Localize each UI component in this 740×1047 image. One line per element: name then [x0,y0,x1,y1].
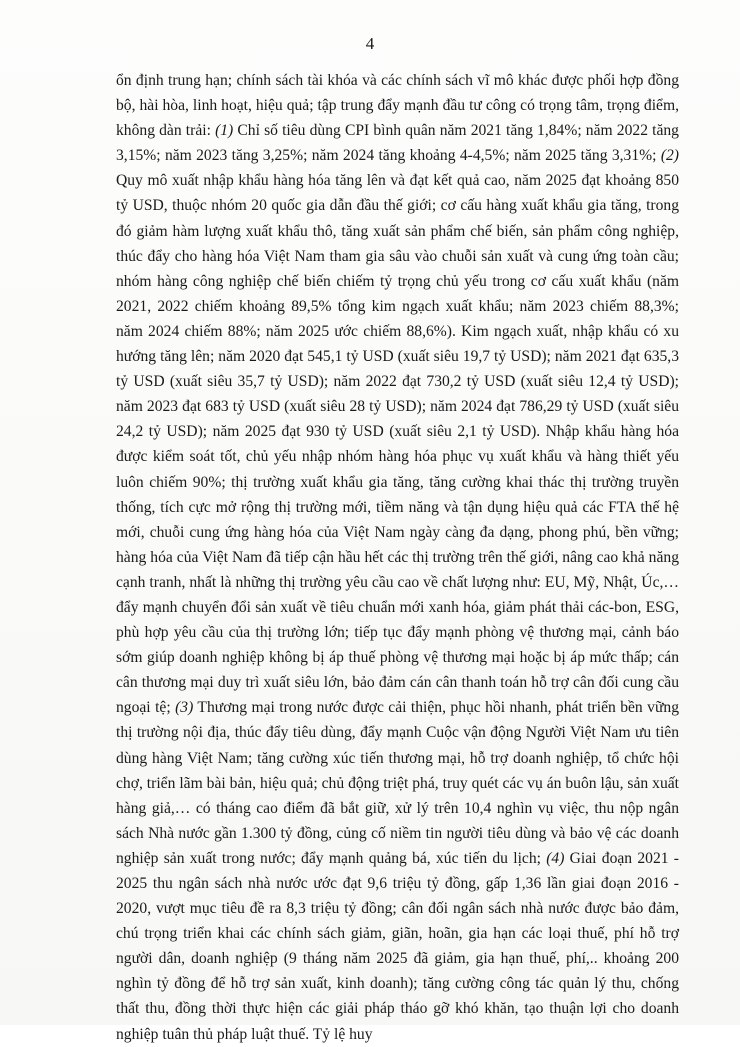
body-paragraph [116,68,679,1047]
list-marker: (1) [215,122,234,140]
text-run: Quy mô xuất nhập khẩu hàng hóa tăng lên và đạt kết quả cao, năm 2025 đạt khoảng 850 tỷ USD, thuộc nhóm 20 quốc gia dẫn đầu thế giới; cơ cấu hàng xuất khẩu gia tăng, trong đó giảm hàm lượng xuất khẩu thô, tăng xuất sản phẩm chế biến, sản phẩm công nghiệp, thúc đẩy cho hàng hóa Việt Nam tham gia sâu vào chuỗi sản xuất và cung ứng toàn cầu; nhóm hàng công nghiệp chế biến chiếm tỷ trọng chủ yếu trong cơ cấu xuất khẩu (năm 2021, 2022 chiếm khoảng 89,5% tổng kim ngạch xuất khẩu; năm 2023 chiếm 88,3%; năm 2024 chiếm 88%; năm 2025 ước chiếm 88,6%). Kim ngạch xuất, nhập khẩu có xu hướng tăng lên; năm 2020 đạt 545,1 tỷ USD (xuất siêu 19,7 tỷ USD); năm 2021 đạt 635,3 tỷ USD (xuất siêu 35,7 tỷ USD); năm 2022 đạt 730,2 tỷ USD (xuất siêu 12,4 tỷ USD); năm 2023 đạt 683 tỷ USD (xuất siêu 28 tỷ USD); năm 2024 đạt 786,29 tỷ USD (xuất siêu 24,2 tỷ USD); năm 2025 đạt 930 tỷ USD (xuất siêu 2,1 tỷ USD). Nhập khẩu hàng hóa được kiểm soát tốt, chủ yếu nhập nhóm hàng hóa phục vụ xuất khẩu và hàng thiết yếu luôn chiếm 90%; thị trường xuất khẩu gia tăng, tăng cường khai thác thị trường truyền thống, tích cực mở rộng thị trường mới, tiềm năng và tận dụng hiệu quả các FTA thế hệ mới, chuỗi cung ứng hàng hóa của Việt Nam ngày càng đa dạng, phong phú, bền vững; hàng hóa của Việt Nam đã tiếp cận hầu hết các thị trường trên thế giới, nâng cao khả năng cạnh tranh, nhất là những thị trường yêu cầu cao về chất lượng như: EU, Mỹ, Nhật, Úc,… đẩy mạnh chuyển đổi sản xuất về tiêu chuẩn mới xanh hóa, giảm phát thải các-bon, ESG, phù hợp yêu cầu của thị trường lớn; tiếp tục đẩy mạnh phòng vệ thương mại, cảnh báo sớm giúp doanh nghiệp không bị áp thuế phòng vệ thương mại hoặc bị áp mức thấp; cán cân thương mại duy trì xuất siêu lớn, bảo đảm cán cân thanh toán hỗ trợ cân đối cung cầu ngoại tệ; [116,172,679,717]
list-marker: (3) [175,699,194,717]
list-marker: (4) [546,849,565,867]
page-number: 4 [365,34,375,53]
text-run: Chỉ số tiêu dùng CPI bình quân năm 2021 tăng 1,84%; năm 2022 tăng 3,15%; năm 2023 tăng 3,25%; năm 2024 tăng khoảng 4-4,5%; năm 2025 tăng 3,31%; [116,122,679,165]
text-run: Thương mại trong nước được cải thiện, phục hồi nhanh, phát triển bền vững thị trường nội địa, thúc đẩy tiêu dùng, đẩy mạnh Cuộc vận động Người Việt Nam ưu tiên dùng hàng Việt Nam; tăng cường xúc tiến thương mại, hỗ trợ doanh nghiệp, tổ chức hội chợ, triển lãm bài bản, hiệu quả; chủ động triệt phá, truy quét các vụ án buôn lậu, sản xuất hàng giả,… có tháng cao điểm đã bắt giữ, xử lý trên 10,4 nghìn vụ việc, thu nộp ngân sách Nhà nước gần 1.300 tỷ đồng, củng cố niềm tin người tiêu dùng và bảo vệ các doanh nghiệp sản xuất trong nước; đẩy mạnh quảng bá, xúc tiến du lịch; [116,699,679,867]
text-run: Giai đoạn 2021 - 2025 thu ngân sách nhà nước ước đạt 9,6 triệu tỷ đồng, gấp 1,36 lần giai đoạn 2016 - 2020, vượt mục tiêu đề ra 8,3 triệu tỷ đồng; cân đối ngân sách nhà nước được bảo đảm, chú trọng triển khai các chính sách giảm, giãn, hoãn, gia hạn các loại thuế, phí hỗ trợ người dân, doanh nghiệp (9 tháng năm 2025 đã giảm, gia hạn thuế, phí,.. khoảng 200 nghìn tỷ đồng để hỗ trợ sản xuất, kinh doanh); tăng cường công tác quản lý thu, chống thất thu, đồng thời thực hiện các giải pháp tháo gỡ khó khăn, tạo thuận lợi cho doanh nghiệp tuân thủ pháp luật thuế. Tỷ lệ huy [116,849,679,1043]
text-run: ổn định trung hạn; chính sách tài khóa và các chính sách vĩ mô khác được phối hợp đồng bộ, hài hòa, linh hoạt, hiệu quả; tập trung đẩy mạnh đầu tư công có trọng tâm, trọng điểm, không dàn trải: [116,72,679,140]
list-marker: (2) [660,147,679,165]
